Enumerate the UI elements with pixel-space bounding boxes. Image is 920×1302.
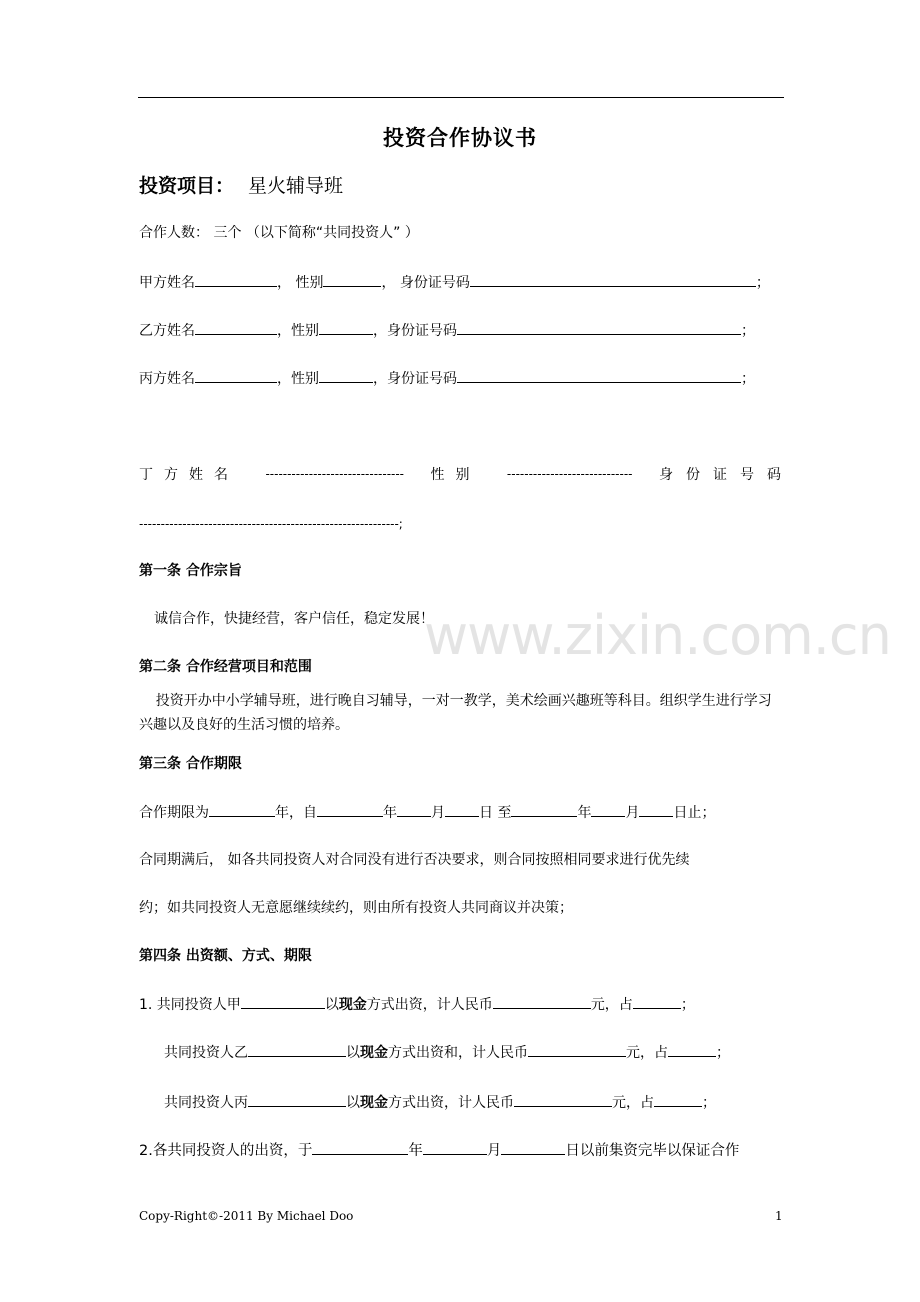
article-2-heading: 第二条 合作经营项目和范围 [139,659,312,675]
contrib-jia-cash: 现金 [338,997,367,1013]
renewal-line-1: 合同期满后， 如各共同投资人对合同没有进行否决要求，则合同按照相同要求进行优先续 [139,852,690,868]
party-ding-gender-label: 性别 [430,467,481,483]
renewal-line-2: 约；如共同投资人无意愿继续续约，则由所有投资人共同商议并决策； [139,900,573,916]
party-jia-name-label: 甲方姓名 [139,275,195,291]
party-bing-line [139,368,755,389]
contrib-bing-amount-blank[interactable] [514,1092,612,1107]
contrib-bing-label: 共同投资人丙 [164,1095,248,1111]
contrib-jia-share-blank[interactable] [633,994,681,1009]
contrib-jia-yuan: 元，占 [590,997,633,1013]
party-jia-id-label: ， 身份证号码 [381,275,470,291]
party-ding-id-label: 身份证号码 [658,467,794,483]
party-bing-gender-blank[interactable] [319,368,373,383]
term-end-label: 日止； [673,805,716,821]
term-label: 合作期限为 [139,805,209,821]
header-rule [138,97,784,98]
term-to-label: 日 至 [479,805,512,821]
party-yi-name-label: 乙方姓名 [139,323,195,339]
term-year-label: 年 [383,805,397,821]
contrib-bing-by: 以 [346,1095,360,1111]
deadline-day-blank[interactable] [501,1140,565,1155]
term-month-label: 月 [431,805,445,821]
contrib-yi-cash: 现金 [360,1045,388,1061]
article-1-text: 诚信合作，快捷经营，客户信任，稳定发展！ [154,611,434,627]
contrib-yi-blank[interactable] [248,1042,346,1057]
contrib-jia-method: 方式出资，计人民币 [366,997,493,1013]
article-2-text: 投资开办中小学辅导班，进行晚自习辅导，一对一教学，美术绘画兴趣班等科目。组织学生进行学习兴趣以及良好的生活习惯的培养。 [139,693,772,733]
watermark: www.zixin.com.cn [424,604,891,667]
contrib-bing-cash: 现金 [360,1095,388,1111]
article-3-heading: 第三条 合作期限 [139,756,242,772]
partners-line: 合作人数： 三个 （以下简称“共同投资人” ） [139,225,419,241]
contrib-bing-blank[interactable] [248,1092,346,1107]
deadline-month-blank[interactable] [423,1140,487,1155]
project-value: 星火辅导班 [248,175,344,197]
deadline-text: 日以前集资完毕以保证合作 [565,1143,740,1159]
contribution-line-jia [139,994,695,1015]
party-jia-gender-blank[interactable] [323,272,381,287]
project-line [139,172,343,200]
term-start-day-blank[interactable] [445,802,479,817]
party-bing-name-blank[interactable] [195,368,277,383]
contrib-jia-amount-blank[interactable] [493,994,591,1009]
term-end-day-blank[interactable] [639,802,673,817]
article-4-heading: 第四条 出资额、方式、期限 [139,948,312,964]
party-bing-name-label: 丙方姓名 [139,371,195,387]
contribution-deadline-line [139,1140,739,1161]
party-yi-id-blank[interactable] [457,320,741,335]
term-start-year-blank[interactable] [317,802,383,817]
contrib-yi-share-blank[interactable] [668,1042,716,1057]
contrib-yi-yuan: 元，占 [626,1045,668,1061]
contribution-line-bing [164,1092,716,1113]
party-ding-name-label: 丁方姓名 [139,467,239,483]
contrib-yi-end: ； [716,1045,730,1061]
contribution-line-yi [164,1042,730,1063]
contrib-yi-amount-blank[interactable] [528,1042,626,1057]
party-yi-gender-label: ，性别 [277,323,319,339]
deadline-label: 2.各共同投资人的出资，于 [139,1143,313,1159]
contrib-yi-method: 方式出资和，计人民币 [388,1045,528,1061]
party-yi-line [139,320,755,341]
term-end-year-blank[interactable] [511,802,577,817]
party-bing-id-label: ，身份证号码 [373,371,457,387]
footer-copyright: Copy-Right©-2011 By Michael Doo [139,1209,354,1223]
contrib-jia-label: 1. 共同投资人甲 [139,997,241,1013]
party-yi-end: ； [741,323,755,339]
term-start-month-blank[interactable] [397,802,431,817]
term-line [139,802,715,823]
party-jia-gender-label: ， 性别 [277,275,324,291]
contrib-jia-by: 以 [324,997,339,1013]
contrib-bing-method: 方式出资，计人民币 [388,1095,514,1111]
contrib-jia-blank[interactable] [241,994,325,1009]
party-ding-id-dashes: ------------------------------------------------------------; [139,517,403,531]
party-jia-line [139,272,770,293]
term-end-month-blank[interactable] [591,802,625,817]
contrib-bing-end: ； [702,1095,716,1111]
party-jia-id-blank[interactable] [470,272,756,287]
party-yi-name-blank[interactable] [195,320,277,335]
article-1-heading: 第一条 合作宗旨 [139,563,242,579]
term-end-year-label: 年 [577,805,592,821]
deadline-year-label: 年 [408,1143,423,1159]
term-from-label: 年，自 [275,805,317,821]
party-jia-name-blank[interactable] [195,272,277,287]
party-bing-id-blank[interactable] [457,368,741,383]
contrib-bing-yuan: 元，占 [612,1095,654,1111]
term-years-blank[interactable] [209,802,275,817]
party-ding-gender-dashes: ----------------------------- [506,467,633,481]
party-ding-name-dashes: -------------------------------- [265,467,405,481]
contrib-yi-label: 共同投资人乙 [164,1045,248,1061]
party-yi-gender-blank[interactable] [319,320,373,335]
deadline-year-blank[interactable] [312,1140,408,1155]
party-yi-id-label: ，身份证号码 [373,323,457,339]
contrib-bing-share-blank[interactable] [654,1092,702,1107]
term-end-month-label: 月 [625,805,640,821]
party-jia-end: ； [755,275,770,291]
footer-page-number: 1 [775,1209,783,1223]
project-label: 投资项目： [139,175,235,197]
document-title: 投资合作协议书 [383,126,537,150]
contrib-jia-end: ； [680,997,695,1013]
contrib-yi-by: 以 [346,1045,360,1061]
deadline-month-label: 月 [486,1143,502,1159]
party-ding-line [139,464,794,484]
party-bing-gender-label: ，性别 [277,371,319,387]
party-bing-end: ； [741,371,755,387]
